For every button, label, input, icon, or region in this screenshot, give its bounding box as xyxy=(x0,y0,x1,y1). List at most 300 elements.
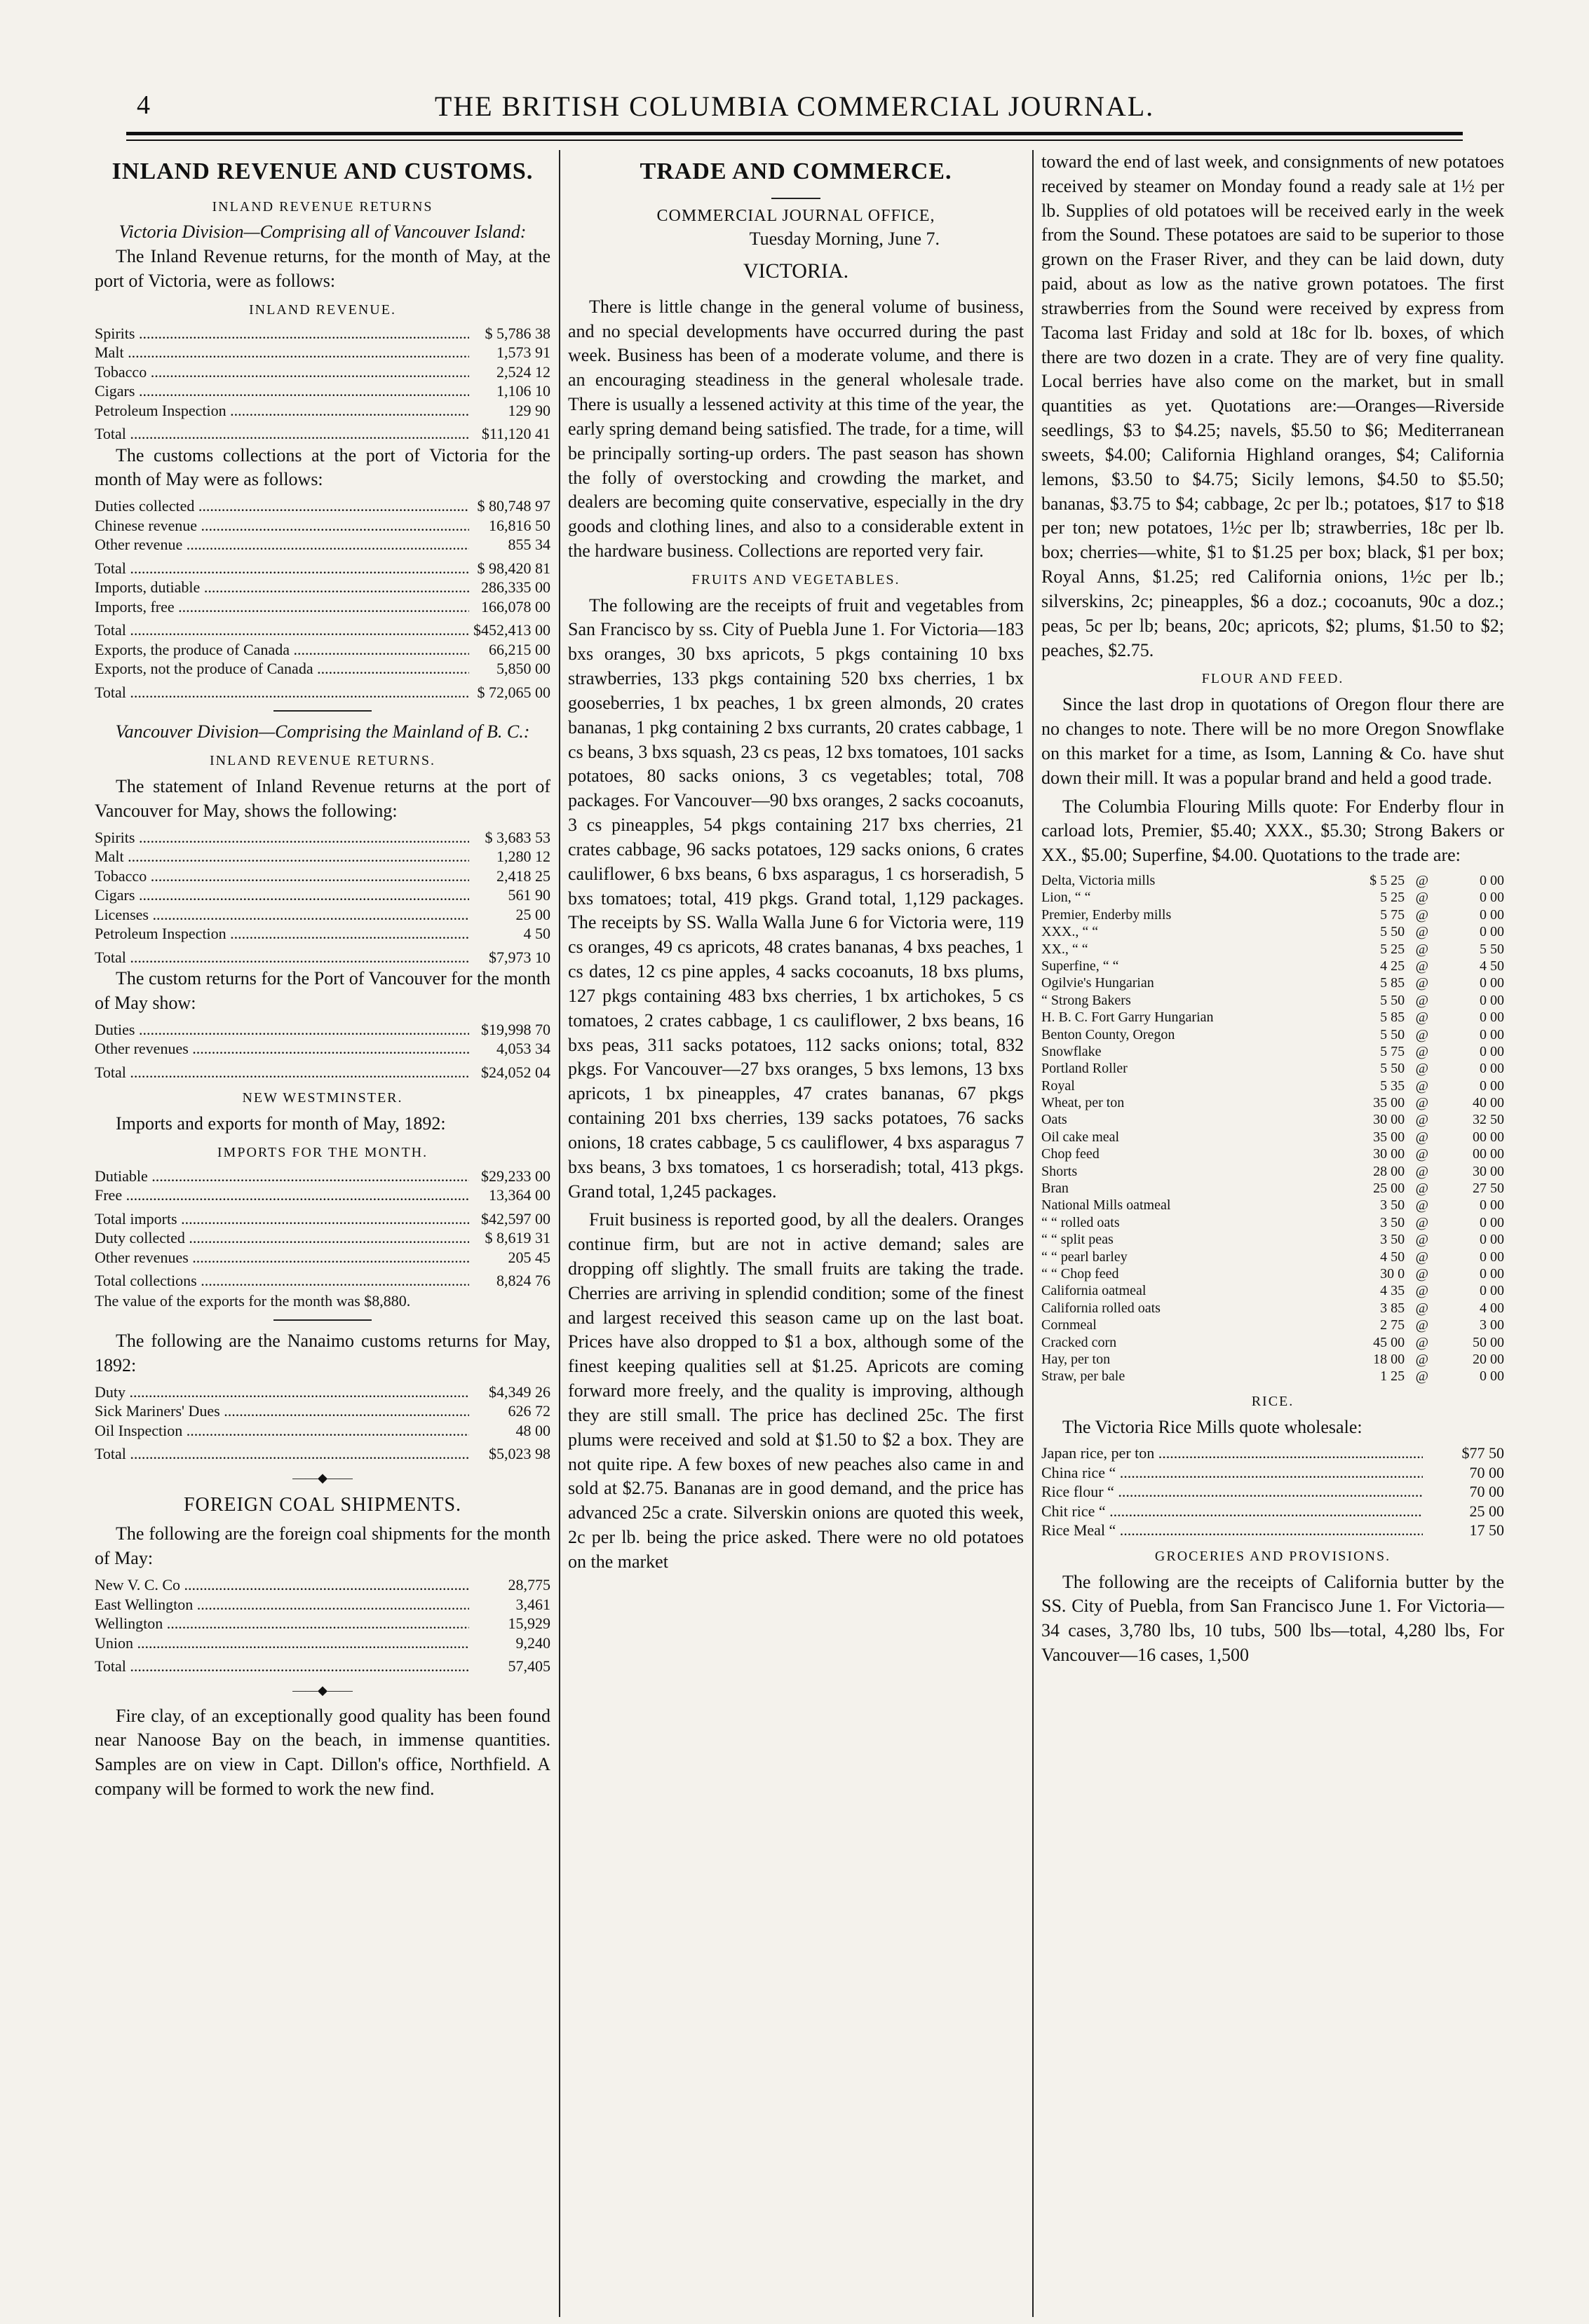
price-high: 0 00 xyxy=(1480,906,1504,923)
divider xyxy=(273,710,372,712)
ledger-row xyxy=(95,1444,550,1464)
price-low: 4 35 xyxy=(1380,1283,1405,1299)
division-title: Victoria Division—Comprising all of Vancouver Island: xyxy=(119,222,527,243)
item-name: Oats xyxy=(1041,1112,1067,1128)
price-high: 4 50 xyxy=(1480,958,1504,974)
row-label: Duty collected ..... xyxy=(95,1228,469,1248)
divider xyxy=(771,198,820,199)
at-sign: @ xyxy=(1415,1026,1429,1042)
row-label: Licenses ..... xyxy=(95,905,469,925)
row-label: Other revenues ..... xyxy=(95,1248,469,1268)
price-high: 0 00 xyxy=(1480,1197,1504,1214)
ledger-row xyxy=(95,1020,550,1040)
row-amount: $7,973 10 xyxy=(489,948,550,966)
row-amount: $ 3,683 53 xyxy=(485,828,550,846)
paragraph: The custom returns for the Port of Vancouver for the month of May show: xyxy=(95,968,550,1013)
price-high: 27 50 xyxy=(1473,1181,1504,1197)
price-low: 5 75 xyxy=(1380,1043,1405,1059)
price-low: 35 00 xyxy=(1373,1095,1405,1111)
price-low: 5 50 xyxy=(1380,1061,1405,1077)
row-label: Union ..... xyxy=(95,1633,469,1653)
price-low: 25 00 xyxy=(1373,1181,1405,1197)
rice-price-table xyxy=(1041,1443,1504,1540)
price-high: 00 00 xyxy=(1473,1129,1504,1145)
item-name: “ “ split peas xyxy=(1041,1232,1114,1248)
row-label: Total ..... xyxy=(95,1657,469,1676)
price-row xyxy=(1041,1231,1504,1248)
row-amount: 129 90 xyxy=(508,401,550,419)
city-heading: VICTORIA. xyxy=(743,259,849,283)
row-amount: $5,023 98 xyxy=(489,1445,550,1463)
price-high: 00 00 xyxy=(1473,1146,1504,1162)
row-amount: $ 98,420 81 xyxy=(477,559,550,577)
ledger-row xyxy=(95,1209,550,1229)
price-low: 3 50 xyxy=(1380,1214,1405,1230)
price-low: 1 25 xyxy=(1380,1368,1405,1385)
price-low: 5 85 xyxy=(1380,1010,1405,1026)
row-amount: 1,573 91 xyxy=(496,344,550,362)
customs-table xyxy=(95,496,550,555)
price-high: 50 00 xyxy=(1473,1334,1504,1350)
price-row xyxy=(1041,1009,1504,1026)
price-row xyxy=(1041,1129,1504,1146)
at-sign: @ xyxy=(1415,975,1429,991)
at-sign: @ xyxy=(1415,1078,1429,1094)
price-row xyxy=(1041,1146,1504,1162)
row-label: Exports, the produce of Canada ..... xyxy=(95,640,469,660)
row-amount: $ 8,619 31 xyxy=(485,1229,550,1247)
paragraph: The following are the foreign coal shipments for the month of May: xyxy=(95,1523,550,1569)
row-label: Cigars ..... xyxy=(95,381,469,401)
section-heading: INLAND REVENUE AND CUSTOMS. xyxy=(111,158,534,184)
price-low: 5 50 xyxy=(1380,924,1405,940)
price-row xyxy=(1041,1078,1504,1094)
item-name: Ogilvie's Hungarian xyxy=(1041,975,1154,991)
price-low: 18 00 xyxy=(1373,1351,1405,1367)
price-high: 0 00 xyxy=(1480,890,1504,906)
item-name: Royal xyxy=(1041,1078,1075,1094)
subheading: GROCERIES AND PROVISIONS. xyxy=(1154,1548,1391,1564)
price-row xyxy=(1041,992,1504,1009)
row-amount: 3,461 xyxy=(515,1595,550,1613)
ledger-row xyxy=(1041,1521,1504,1540)
ledger-row xyxy=(95,620,550,640)
price-high: 20 00 xyxy=(1473,1351,1504,1367)
row-label: Spirits ..... xyxy=(95,324,469,344)
row-amount: $452,413 00 xyxy=(473,621,550,639)
ledger-row xyxy=(95,1271,550,1291)
price-low: 5 35 xyxy=(1380,1078,1405,1094)
divider xyxy=(273,1319,372,1321)
at-sign: @ xyxy=(1415,1010,1429,1026)
page-number: 4 xyxy=(137,90,150,120)
item-name: XXX., “ “ xyxy=(1041,924,1099,940)
ornament-divider: ——◆—— xyxy=(292,1470,353,1485)
price-high: 30 00 xyxy=(1473,1163,1504,1179)
inland-revenue-table xyxy=(95,324,550,421)
row-amount: 1,280 12 xyxy=(496,848,550,866)
price-row xyxy=(1041,906,1504,923)
paragraph: The customs collections at the port of Victoria for the month of May were as follows: xyxy=(95,444,550,490)
ledger-row xyxy=(95,578,550,597)
ledger-row xyxy=(95,1228,550,1248)
journal-title: THE BRITISH COLUMBIA COMMERCIAL JOURNAL. xyxy=(434,90,1155,122)
at-sign: @ xyxy=(1415,941,1429,957)
ledger-row xyxy=(95,343,550,362)
item-name: “ “ pearl barley xyxy=(1041,1249,1128,1265)
price-row xyxy=(1041,1180,1504,1197)
paragraph: Fire clay, of an exceptionally good quality has been found near Nanoose Bay on the beach, in immense quantities. Samples are on view in Capt. Dillon's office, Northfield. A company will be formed to work the new find. xyxy=(95,1705,550,1800)
price-low: 5 75 xyxy=(1380,906,1405,923)
item-name: Oil cake meal xyxy=(1041,1129,1120,1145)
row-label: Total ..... xyxy=(95,1063,469,1082)
row-amount: 4 50 xyxy=(523,925,550,943)
price-row xyxy=(1041,1214,1504,1231)
at-sign: @ xyxy=(1415,872,1429,888)
price-row xyxy=(1041,923,1504,940)
row-label: Chinese revenue ..... xyxy=(95,516,469,536)
at-sign: @ xyxy=(1415,1283,1429,1299)
item-name: California oatmeal xyxy=(1041,1283,1147,1299)
price-row xyxy=(1041,1334,1504,1351)
row-label: Total ..... xyxy=(95,683,469,702)
ledger-row xyxy=(95,1614,550,1633)
flour-feed-price-table xyxy=(1041,872,1504,1385)
row-label: New V. C. Co ..... xyxy=(95,1575,469,1595)
price-low: 5 50 xyxy=(1380,1026,1405,1042)
column-divider xyxy=(559,150,560,2317)
at-sign: @ xyxy=(1415,1129,1429,1145)
row-amount: 13,364 00 xyxy=(489,1186,550,1204)
row-label: Malt ..... xyxy=(95,343,469,362)
row-amount: 166,078 00 xyxy=(481,597,550,616)
at-sign: @ xyxy=(1415,1197,1429,1214)
row-amount: 9,240 xyxy=(515,1633,550,1652)
at-sign: @ xyxy=(1415,1181,1429,1197)
paragraph: There is little change in the general volume of business, and no special developments have occurred during the past week. Business has been of a moderate volume, and there is an encouraging steadiness in the general wholesale trade. There is usually a lessened activity at this time of the year, the early spring demand being satisfied. The trade, for a time, will be principally sorting-up orders. The past season has shown the folly of overstocking and crowding the market, and dealers are becoming quite conservative, especially in the dry goods and clothing lines, and also to a considerable extent in the hardware business. Collections are reported very fair. xyxy=(568,296,1024,561)
row-label: Tobacco ..... xyxy=(95,362,469,382)
ledger-row xyxy=(95,885,550,905)
dateline: Tuesday Morning, June 7. xyxy=(749,228,940,249)
subheading: RICE. xyxy=(1251,1393,1294,1409)
row-label: Duties ..... xyxy=(95,1020,469,1040)
price-high: 0 00 xyxy=(1480,1232,1504,1248)
row-label: Free ..... xyxy=(95,1185,469,1205)
office-line: COMMERCIAL JOURNAL OFFICE, xyxy=(656,206,935,225)
ledger-row xyxy=(95,1421,550,1441)
paragraph: The statement of Inland Revenue returns at the port of Vancouver for May, shows the following: xyxy=(95,775,550,821)
price-high: 0 00 xyxy=(1480,1061,1504,1077)
item-name: Delta, Victoria mills xyxy=(1041,872,1156,888)
row-amount: 25 00 xyxy=(1469,1502,1504,1520)
row-amount: 15,929 xyxy=(508,1615,550,1633)
item-name: Benton County, Oregon xyxy=(1041,1026,1175,1042)
price-high: 0 00 xyxy=(1480,1078,1504,1094)
coal-shipments-table xyxy=(95,1575,550,1652)
subheading: IMPORTS FOR THE MONTH. xyxy=(217,1144,428,1160)
ledger-row xyxy=(95,640,550,660)
row-label: Duties collected ..... xyxy=(95,496,469,516)
ledger-row xyxy=(95,559,550,578)
price-high: 0 00 xyxy=(1480,1010,1504,1026)
division-title: Vancouver Division—Comprising the Mainland of B. C.: xyxy=(115,721,530,742)
row-label: Duty ..... xyxy=(95,1382,469,1402)
new-westminster-imports-table xyxy=(95,1167,550,1205)
vancouver-customs-table xyxy=(95,1020,550,1059)
item-name: H. B. C. Fort Garry Hungarian xyxy=(1041,1010,1214,1026)
price-row xyxy=(1041,1043,1504,1060)
price-high: 5 50 xyxy=(1480,941,1504,957)
paragraph: The Inland Revenue returns, for the month of May, at the port of Victoria, were as follows: xyxy=(95,246,550,291)
ledger-row xyxy=(95,948,550,967)
row-amount: 57,405 xyxy=(508,1657,550,1676)
price-low: 30 00 xyxy=(1373,1146,1405,1162)
row-label: Oil Inspection ..... xyxy=(95,1421,469,1441)
section-heading: FOREIGN COAL SHIPMENTS. xyxy=(183,1493,462,1516)
price-high: 0 00 xyxy=(1480,1368,1504,1385)
ledger-row xyxy=(95,401,550,421)
ledger-row xyxy=(95,683,550,702)
item-name: Snowflake xyxy=(1041,1043,1102,1059)
price-row xyxy=(1041,872,1504,889)
ledger-row xyxy=(1041,1463,1504,1483)
row-amount: 28,775 xyxy=(508,1576,550,1594)
at-sign: @ xyxy=(1415,958,1429,974)
vancouver-inland-table xyxy=(95,828,550,944)
price-high: 0 00 xyxy=(1480,1026,1504,1042)
paragraph: The value of the exports for the month was $8,880. xyxy=(95,1291,411,1310)
paragraph: The Columbia Flouring Mills quote: For Enderby flour in carload lots, Premier, $5.40; XXX., $5.30; Strong Bakers or XX., $5.00; Superfine, $4.00. Quotations to the trade are: xyxy=(1041,796,1504,866)
price-high: 0 00 xyxy=(1480,1283,1504,1299)
price-high: 0 00 xyxy=(1480,1214,1504,1230)
price-high: 32 50 xyxy=(1473,1112,1504,1128)
row-amount: 66,215 00 xyxy=(489,640,550,658)
price-low: 5 85 xyxy=(1380,975,1405,991)
ledger-row xyxy=(95,924,550,944)
price-high: 3 00 xyxy=(1480,1317,1504,1333)
row-amount: $ 5,786 38 xyxy=(485,324,550,342)
price-row xyxy=(1041,1249,1504,1265)
row-amount: 561 90 xyxy=(508,886,550,904)
row-amount: $4,349 26 xyxy=(489,1382,550,1401)
ledger-row xyxy=(95,905,550,925)
row-label: Rice Meal “ ..... xyxy=(1041,1521,1423,1540)
row-amount: 17 50 xyxy=(1469,1521,1504,1540)
item-name: National Mills oatmeal xyxy=(1041,1197,1171,1214)
row-amount: 48 00 xyxy=(515,1421,550,1439)
row-amount: 286,335 00 xyxy=(481,578,550,597)
price-low: 4 50 xyxy=(1380,1249,1405,1265)
row-label: Total collections ..... xyxy=(95,1271,469,1291)
row-label: China rice “ ..... xyxy=(1041,1463,1423,1483)
price-low: 5 25 xyxy=(1380,890,1405,906)
row-label: Japan rice, per ton ..... xyxy=(1041,1443,1423,1463)
at-sign: @ xyxy=(1415,1368,1429,1385)
ledger-row xyxy=(95,1185,550,1205)
row-amount: $ 80,748 97 xyxy=(477,497,550,515)
ledger-row xyxy=(95,1401,550,1421)
row-label: Spirits ..... xyxy=(95,828,469,848)
row-amount: 626 72 xyxy=(508,1402,550,1420)
at-sign: @ xyxy=(1415,1265,1429,1282)
price-high: 0 00 xyxy=(1480,872,1504,888)
column-market-reports xyxy=(1041,150,1504,2310)
ledger-row xyxy=(1041,1482,1504,1502)
at-sign: @ xyxy=(1415,1214,1429,1230)
price-row xyxy=(1041,1197,1504,1214)
ledger-row xyxy=(95,1382,550,1402)
ledger-row xyxy=(95,847,550,867)
price-low: $ 5 25 xyxy=(1370,872,1405,888)
price-high: 0 00 xyxy=(1480,975,1504,991)
row-label: Dutiable ..... xyxy=(95,1167,469,1186)
item-name: Hay, per ton xyxy=(1041,1351,1111,1367)
ledger-row xyxy=(95,659,550,679)
at-sign: @ xyxy=(1415,890,1429,906)
item-name: Straw, per bale xyxy=(1041,1368,1125,1385)
row-amount: 70 00 xyxy=(1469,1483,1504,1501)
item-name: Bran xyxy=(1041,1181,1069,1197)
at-sign: @ xyxy=(1415,1232,1429,1248)
ledger-row xyxy=(95,1167,550,1186)
ledger-row xyxy=(95,516,550,536)
item-name: Cracked corn xyxy=(1041,1334,1117,1350)
price-row xyxy=(1041,941,1504,958)
row-amount: 25 00 xyxy=(515,905,550,923)
ledger-row xyxy=(95,828,550,848)
ledger-row xyxy=(95,362,550,382)
row-label: East Wellington ..... xyxy=(95,1595,469,1615)
row-amount: 70 00 xyxy=(1469,1463,1504,1481)
item-name: Superfine, “ “ xyxy=(1041,958,1119,974)
price-row xyxy=(1041,1282,1504,1299)
ledger-row xyxy=(95,535,550,555)
row-label: Total ..... xyxy=(95,620,469,640)
ledger-row xyxy=(95,1063,550,1082)
row-amount: 1,106 10 xyxy=(496,382,550,400)
column-trade-commerce xyxy=(568,150,1024,2310)
row-amount: $42,597 00 xyxy=(481,1209,550,1228)
row-amount: 4,053 34 xyxy=(496,1040,550,1058)
row-amount: $ 72,065 00 xyxy=(477,683,550,701)
price-low: 4 25 xyxy=(1380,958,1405,974)
row-label: Sick Mariners' Dues ..... xyxy=(95,1401,469,1421)
price-low: 30 00 xyxy=(1373,1112,1405,1128)
item-name: Portland Roller xyxy=(1041,1061,1128,1077)
row-amount: $19,998 70 xyxy=(481,1020,550,1038)
item-name: Chop feed xyxy=(1041,1146,1100,1162)
item-name: California rolled oats xyxy=(1041,1300,1161,1316)
at-sign: @ xyxy=(1415,1334,1429,1350)
at-sign: @ xyxy=(1415,1163,1429,1179)
row-amount: $77 50 xyxy=(1461,1444,1504,1462)
row-amount: $29,233 00 xyxy=(481,1167,550,1185)
paragraph: The Victoria Rice Mills quote wholesale: xyxy=(1062,1416,1363,1437)
row-label: Other revenues ..... xyxy=(95,1039,469,1059)
subheading: FLOUR AND FEED. xyxy=(1201,671,1344,687)
price-row xyxy=(1041,1094,1504,1111)
ledger-row xyxy=(95,1657,550,1676)
row-label: Exports, not the produce of Canada ..... xyxy=(95,659,469,679)
ledger-row xyxy=(95,1595,550,1615)
row-amount: 2,418 25 xyxy=(496,867,550,885)
price-row xyxy=(1041,1368,1504,1385)
section-heading: TRADE AND COMMERCE. xyxy=(640,158,952,184)
imports-table xyxy=(95,578,550,616)
at-sign: @ xyxy=(1415,924,1429,940)
row-label: Tobacco ..... xyxy=(95,867,469,886)
price-row xyxy=(1041,1163,1504,1180)
price-high: 0 00 xyxy=(1480,1043,1504,1059)
row-label: Total ..... xyxy=(95,424,469,444)
ledger-row xyxy=(95,496,550,516)
item-name: Lion, “ “ xyxy=(1041,890,1091,906)
new-westminster-duties-table xyxy=(95,1228,550,1267)
price-high: 0 00 xyxy=(1480,1249,1504,1265)
paragraph: The following are the receipts of fruit and vegetables from San Francisco by ss. City of Puebla June 1. For Victoria—183 bxs oranges, 30 bxs apricots, 5 pkgs containing 10 bxs strawberries, 133 pkgs containing 520 bxs cherries, 1 bx gooseberries, 1 bx peaches, 1 bx green almonds, 20 crates bananas, 1 pkg containing 2 bxs currants, 20 crates cabbage, 1 cs beans, 3 bxs squash, 23 cs peas, 12 bxs tomatoes, 101 sacks potatoes, 80 sacks onions, 3 cs vegetables; total, 708 packages. For Vancouver—90 bxs oranges, 2 sacks cocoanuts, 3 cs pineapples, 54 pkgs containing 217 bxs cherries, 21 crates cabbage, 96 sacks potatoes, 129 sacks onions, 6 crates cauliflower, 6 bxs beans, 6 bxs asparagus, 1 cs horseradish, 5 bxs tomatoes; total, 419 pkgs. Grand total, 1,129 packages. The receipts by SS. Walla Walla June 6 for Victoria were, 119 cs oranges, 49 cs apricots, 48 crates bananas, 4 bxs peaches, 1 cs dates, 12 cs pine apples, 4 sacks cocoanuts, 18 bxs plums, 127 pkgs containing 483 bxs cherries, 1 bx artichokes, 5 cs tomatoes, 2 crates cabbage, 1 cs cauliflower, 2 bxs beans, 16 bxs peas, 311 sacks potatoes, 112 sacks onions; total, 832 pkgs. For Vancouver—27 bxs oranges, 5 bxs lemons, 13 bxs apricots, 1 bx pineapples, 47 crates bananas, 67 pkgs containing 201 bxs cherries, 139 sacks potatoes, 76 sacks onions, 18 crates cabbage, 5 cs cauliflower, 4 bxs asparagus 7 bxs beans, 3 bxs tomatoes, 1 cs horseradish; total, 413 pkgs. Grand total, 1,245 packages. xyxy=(568,594,1024,1202)
row-label: Total ..... xyxy=(95,948,469,967)
paragraph: toward the end of last week, and consignments of new potatoes received by steamer on Monday found a ready sale at 1½ per lb. Supplies of old potatoes will be received early in the week from the Sound. These potatoes are said to be superior to those grown on the Fraser River, and they can be laid down, duty paid, about as low as the native grown potatoes. The first strawberries from the Sound were received by express from Tacoma last Friday and sold at 18c for lb. boxes, of which there are two dozen in a crate. They are of very fine quality. Local berries have also come on the market, but in small quantities as yet. Quotations are:—Oranges—Riverside seedlings, $3 to $4.25; navels, $5.50 to $6; Mediterranean sweets, $4.00; California Highland oranges, $4; California lemons, $3.50 to $4.75; Sicily lemons, $4.50 to $5.50; bananas, $3.75 to $4; cabbage, 2c per lb.; potatoes, $17 to $18 per ton; new potatoes, 1½c per lb; strawberries, 18c per lb. box; cherries—white, $1 to $1.25 per box; black, $1 per box; Royal Anns, $1.25; red California onions, 1½c per lb.; silverskins, 2c; pineapples, $6 a doz.; cocoanuts, 90c a doz.; peas, 5c per lb; beans, 20c; apricots, $2; plums, $1.50 to $2; peaches, $2.75. xyxy=(1041,151,1504,660)
row-amount: $11,120 41 xyxy=(481,425,550,443)
price-low: 30 0 xyxy=(1380,1265,1405,1282)
price-low: 28 00 xyxy=(1373,1163,1405,1179)
price-low: 5 25 xyxy=(1380,941,1405,957)
row-amount: 205 45 xyxy=(508,1248,550,1266)
ledger-row xyxy=(95,424,550,444)
price-low: 5 50 xyxy=(1380,992,1405,1008)
row-amount: 8,824 76 xyxy=(496,1272,550,1290)
price-row xyxy=(1041,974,1504,991)
ledger-row xyxy=(1041,1443,1504,1463)
subheading: FRUITS AND VEGETABLES. xyxy=(691,571,900,587)
ledger-row xyxy=(95,1248,550,1268)
item-name: “ “ rolled oats xyxy=(1041,1214,1120,1230)
price-row xyxy=(1041,958,1504,974)
subheading: INLAND REVENUE RETURNS xyxy=(212,198,433,215)
ledger-row xyxy=(95,1575,550,1595)
subheading: NEW WESTMINSTER. xyxy=(242,1090,403,1106)
at-sign: @ xyxy=(1415,1061,1429,1077)
price-low: 3 85 xyxy=(1380,1300,1405,1316)
ledger-row xyxy=(95,597,550,617)
price-low: 2 75 xyxy=(1380,1317,1405,1333)
row-amount: 5,850 00 xyxy=(496,660,550,678)
paragraph: Since the last drop in quotations of Oregon flour there are no changes to note. There will be no more Oregon Snowflake on this market for a time, as Isom, Lanning & Co. have shut down their mill. It was a popular brand and held a good trade. xyxy=(1041,694,1504,788)
price-row xyxy=(1041,889,1504,906)
row-label: Wellington ..... xyxy=(95,1614,469,1633)
row-label: Petroleum Inspection ..... xyxy=(95,924,469,944)
item-name: Cornmeal xyxy=(1041,1317,1097,1333)
ledger-row xyxy=(95,1039,550,1059)
row-label: Total ..... xyxy=(95,559,469,578)
at-sign: @ xyxy=(1415,1249,1429,1265)
price-low: 3 50 xyxy=(1380,1197,1405,1214)
at-sign: @ xyxy=(1415,1043,1429,1059)
price-row xyxy=(1041,1111,1504,1128)
price-high: 0 00 xyxy=(1480,992,1504,1008)
price-high: 0 00 xyxy=(1480,1265,1504,1282)
row-label: Total ..... xyxy=(95,1444,469,1464)
ledger-row xyxy=(95,324,550,344)
paragraph: Fruit business is reported good, by all the dealers. Oranges continue firm, but are not in active demand; sales are dropping off slightly. The small fruits are taking the trade. Cherries are arriving in splendid condition; some of the finest and largest received this season came up on the last boat. Prices have also dropped to $1 a box, although some of the finest keeping qualities sell at $1.25. Apricots are coming forward more freely, and the quality is improving, although they are still small. The price has declined 25c. The first plums were received and sold at $1.50 to $2 a box. They are not quite ripe. A few boxes of new peaches also came in and sold at $2.75. Bananas are in good demand, and the price has advanced 25c a crate. Silverskin onions are quoted this week, 2c per lb. being the price asked. There were no old potatoes on the market xyxy=(568,1209,1024,1572)
price-low: 3 50 xyxy=(1380,1232,1405,1248)
row-label: Total imports ..... xyxy=(95,1209,469,1229)
at-sign: @ xyxy=(1415,1095,1429,1111)
column-divider xyxy=(1032,150,1034,2317)
page-header xyxy=(49,90,1540,132)
at-sign: @ xyxy=(1415,1300,1429,1316)
price-row xyxy=(1041,1060,1504,1077)
